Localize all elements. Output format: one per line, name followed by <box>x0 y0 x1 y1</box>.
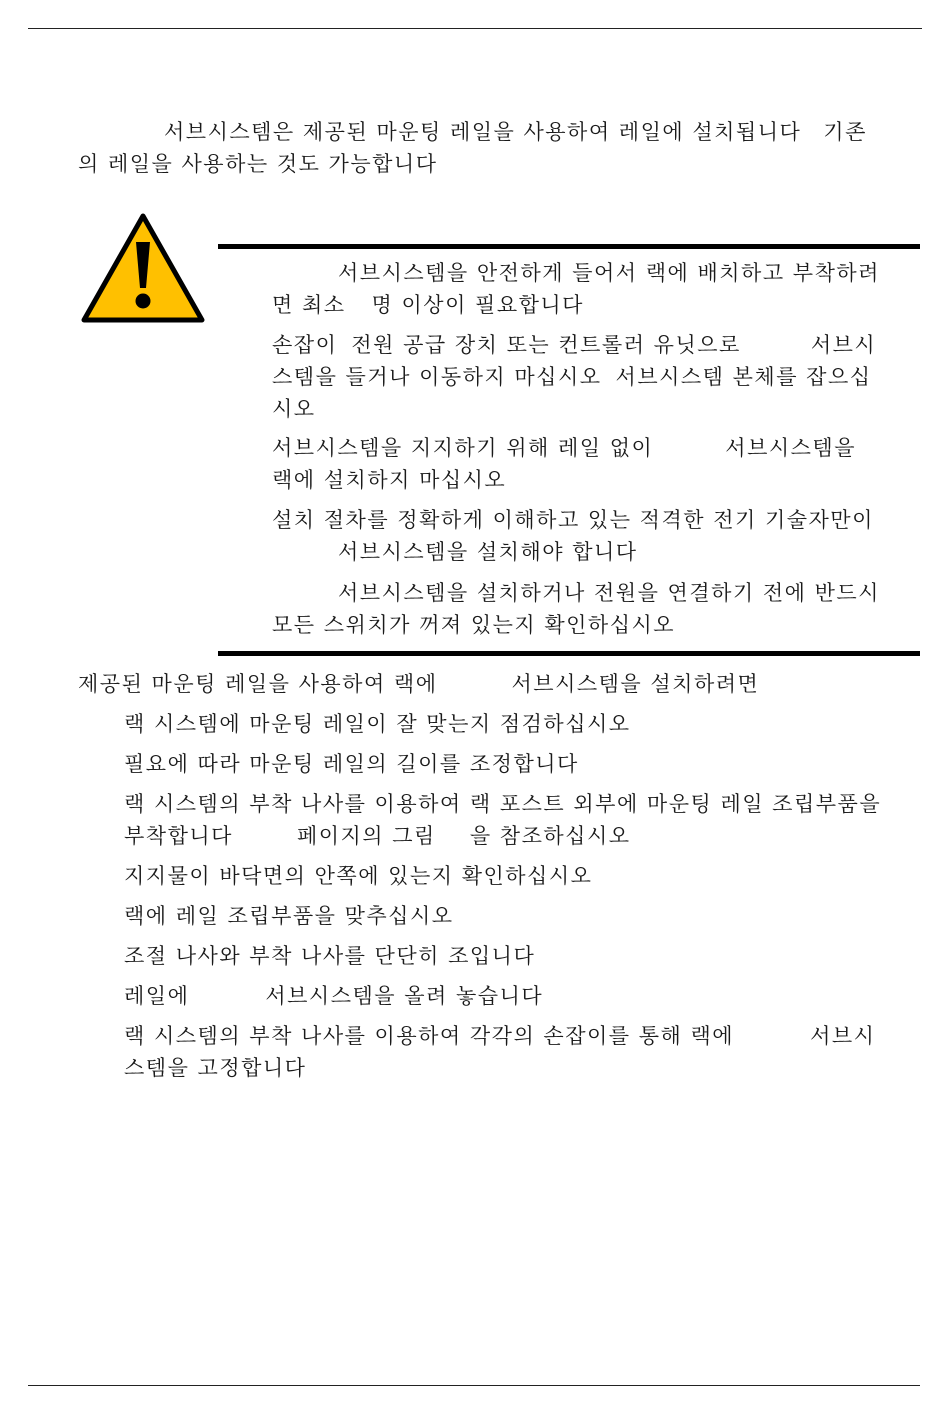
caution-top-bar <box>218 244 920 249</box>
step-1-line-1: 랙 시스템에 마운팅 레일이 잘 맞는지 점검하십시오 <box>124 712 631 736</box>
step-3-line-2c: 을 참조하십시오 <box>469 824 631 848</box>
caution-1-line-1: 서브시스템을 안전하게 들어서 랙에 배치하고 부착하려 <box>338 261 880 285</box>
step-8-line-1a: 랙 시스템의 부착 나사를 이용하여 각각의 손잡이를 통해 랙에 <box>124 1024 735 1048</box>
caution-3-line-2: 랙에 설치하지 마십시오 <box>272 468 507 492</box>
step-8 <box>124 1020 919 1084</box>
step-3 <box>124 788 919 852</box>
caution-4-line-2: 서브시스템을 설치해야 합니다 <box>338 540 638 564</box>
procedure-intro-a: 제공된 마운팅 레일을 사용하여 랙에 <box>78 672 438 696</box>
caution-item-4 <box>272 504 917 568</box>
step-7-line-1a: 레일에 <box>124 984 190 1008</box>
step-3-line-2a: 부착합니다 <box>124 824 233 848</box>
caution-3-line-1b: 서브시스템을 <box>725 436 856 460</box>
intro-paragraph <box>78 116 918 180</box>
step-1 <box>124 708 919 740</box>
caution-2-line-1b: 전원 공급 장치 또는 컨트롤러 유닛으로 <box>351 333 741 357</box>
caution-4-line-1: 설치 절차를 정확하게 이해하고 있는 적격한 전기 기술자만이 <box>272 508 874 532</box>
caution-2-line-2a: 스템을 들거나 이동하지 마십시오 <box>272 365 602 389</box>
step-2-line-1: 필요에 따라 마운팅 레일의 길이를 조정합니다 <box>124 752 579 776</box>
header-rule <box>28 28 922 29</box>
step-5 <box>124 900 919 932</box>
intro-line-1: 서브시스템은 제공된 마운팅 레일을 사용하여 레일에 설치됩니다 <box>164 120 802 144</box>
caution-bottom-bar <box>218 651 920 656</box>
step-7-line-1b: 서브시스템을 올려 놓습니다 <box>265 984 544 1008</box>
procedure-intro <box>78 668 759 700</box>
step-8-line-1b: 서브시 <box>810 1024 876 1048</box>
caution-2-line-1a: 손잡이 <box>272 333 338 357</box>
caution-1-line-2b: 명 이상이 필요합니다 <box>371 293 584 317</box>
caution-item-3 <box>272 432 917 496</box>
caution-item-1 <box>272 257 917 321</box>
step-4-line-1: 지지물이 바닥면의 안쪽에 있는지 확인하십시오 <box>124 864 593 888</box>
caution-item-5 <box>272 577 917 641</box>
step-6-line-1: 조절 나사와 부착 나사를 단단히 조입니다 <box>124 944 536 968</box>
step-6 <box>124 940 919 972</box>
step-5-line-1: 랙에 레일 조립부품을 맞추십시오 <box>124 904 454 928</box>
step-7 <box>124 980 919 1012</box>
caution-3-line-1a: 서브시스템을 지지하기 위해 레일 없이 <box>272 436 654 460</box>
intro-line-1-tail: 기존 <box>823 120 867 144</box>
step-2 <box>124 748 919 780</box>
caution-5-line-1: 서브시스템을 설치하거나 전원을 연결하기 전에 반드시 <box>338 581 880 605</box>
procedure-intro-b: 서브시스템을 설치하려면 <box>511 672 760 696</box>
caution-2-line-1c: 서브시 <box>810 333 877 357</box>
step-3-line-1: 랙 시스템의 부착 나사를 이용하여 랙 포스트 외부에 마운팅 레일 조립부품을 <box>124 792 882 816</box>
footer-rule <box>28 1385 920 1386</box>
caution-2-line-3: 시오 <box>272 397 316 421</box>
caution-5-line-2: 모든 스위치가 꺼져 있는지 확인하십시오 <box>272 613 676 637</box>
step-8-line-2: 스템을 고정합니다 <box>124 1056 307 1080</box>
caution-item-2 <box>272 329 917 425</box>
warning-triangle-icon <box>80 212 206 324</box>
intro-line-2: 의 레일을 사용하는 것도 가능합니다 <box>78 152 438 176</box>
step-3-line-2b: 페이지의 그림 <box>296 824 436 848</box>
caution-2-line-2b: 서브시스템 본체를 잡으십 <box>615 365 872 389</box>
step-4 <box>124 860 919 892</box>
caution-1-line-2a: 면 최소 <box>272 293 346 317</box>
